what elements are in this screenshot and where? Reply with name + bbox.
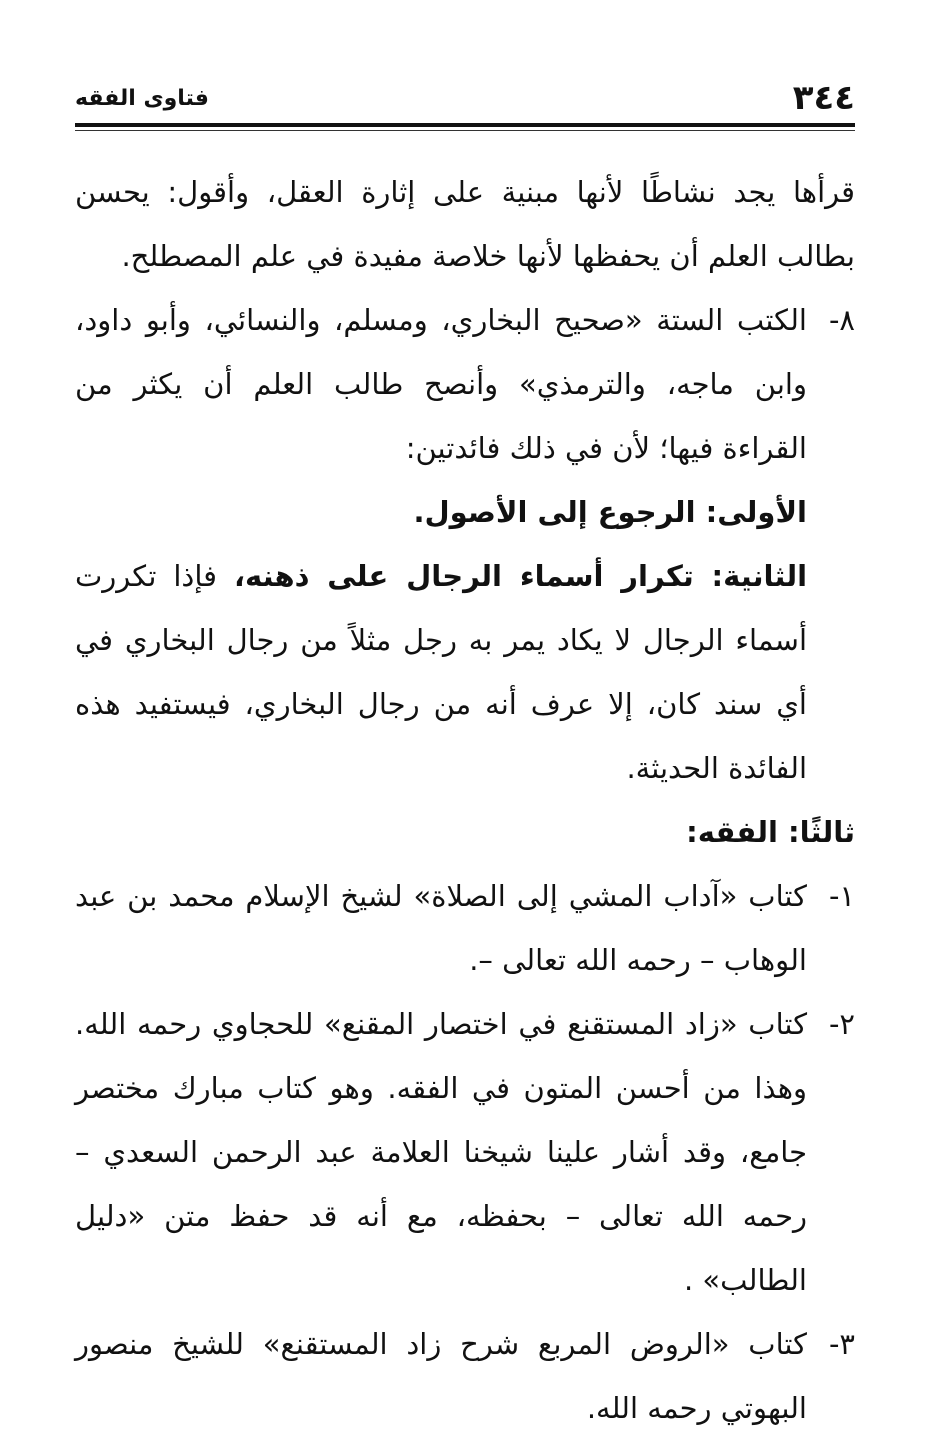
page-content	[75, 160, 855, 1440]
second-benefit-label: الثانية: تكرار أسماء الرجال على ذهنه،	[234, 559, 808, 593]
continued-paragraph: قرأها يجد نشاطًا لأنها مبنية على إثارة العقل، وأقول: يحسن بطالب العلم أن يحفظها لأنها خلاصة مفيدة في علم المصطلح.	[75, 175, 855, 273]
running-title: فتاوى الفقه	[75, 86, 209, 111]
page-number: ٣٤٤	[792, 78, 855, 118]
header-rule-thin	[75, 130, 855, 131]
list-item-number: ١-	[828, 879, 855, 913]
list-item-text: كتاب «الروض المربع شرح زاد المستقنع» للشيخ منصور البهوتي رحمه الله.	[75, 1327, 807, 1425]
list-item	[75, 1312, 855, 1440]
list-item-8	[75, 288, 855, 480]
second-benefit-text: فإذا تكررت أسماء الرجال لا يكاد يمر به رجل مثلاً من رجال البخاري في أي سند كان، إلا عرف أنه من رجال البخاري، فيستفيد هذه الفائدة الحديثة.	[75, 559, 807, 785]
list-item-text: كتاب «آداب المشي إلى الصلاة» لشيخ الإسلام محمد بن عبد الوهاب – رحمه الله تعالى –.	[75, 879, 807, 977]
header-rule-thick	[75, 123, 855, 127]
list-item	[75, 864, 855, 992]
first-benefit: الأولى: الرجوع إلى الأصول.	[413, 495, 807, 529]
second-benefit	[75, 544, 855, 800]
page-header	[75, 75, 855, 127]
list-item-text: كتاب «زاد المستقنع في اختصار المقنع» للحجاوي رحمه الله. وهذا من أحسن المتون في الفقه. وهو كتاب مبارك مختصر جامع، وقد أشار علينا شيخنا العلامة عبد الرحمن السعدي – رحمه الله تعالى – بحفظه، مع أنه قد حفظ متن «دليل الطالب» .	[75, 1007, 807, 1297]
section-heading-fiqh: ثالثًا: الفقه:	[686, 815, 855, 849]
list-item-number: ٣-	[828, 1327, 855, 1361]
list-item-number: ٢-	[828, 1007, 855, 1041]
list-item	[75, 992, 855, 1312]
list-item-text: الكتب الستة «صحيح البخاري، ومسلم، والنسائي، وأبو داود، وابن ماجه، والترمذي» وأنصح طالب العلم أن يكثر من القراءة فيها؛ لأن في ذلك فائدتين:	[75, 303, 807, 465]
list-item-number: ٨-	[828, 303, 855, 337]
